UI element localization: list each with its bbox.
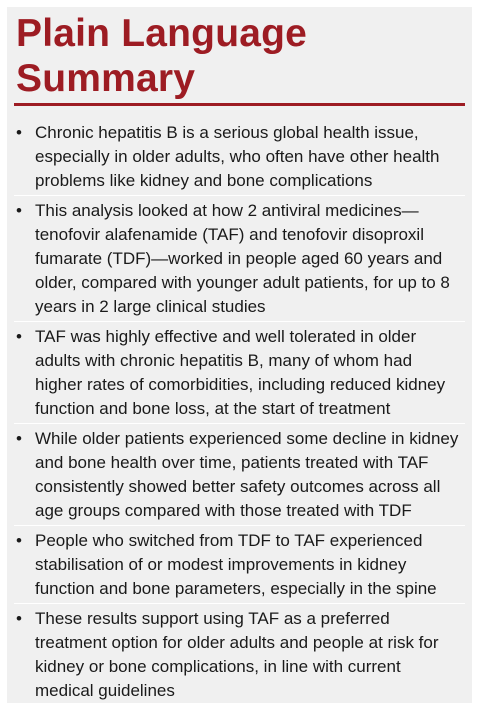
list-item-text: While older patients experienced some decline in kidney and bone health over time, patients treated with TAF consistently showed better safety outcomes across all age groups compared with those treated with TDF <box>35 429 459 520</box>
bullet-icon: • <box>16 123 22 142</box>
bullet-icon: • <box>16 429 22 448</box>
list-item <box>7 603 472 703</box>
page-title <box>16 11 307 101</box>
list-item <box>7 423 472 523</box>
list-item <box>7 121 472 193</box>
list-item-text: Chronic hepatitis B is a serious global health issue, especially in older adults, who often have other health problems like kidney and bone complications <box>35 123 440 190</box>
list-item-text: People who switched from TDF to TAF experienced stabilisation of or modest improvements in kidney function and bone parameters, especially in the spine <box>35 531 437 598</box>
list-item <box>7 525 472 601</box>
list-item-text: These results support using TAF as a preferred treatment option for older adults and people at risk for kidney or bone complications, in line with current medical guidelines <box>35 609 439 700</box>
title-divider <box>14 103 465 106</box>
title-line-1: Plain Language <box>16 12 308 55</box>
bullet-icon: • <box>16 201 22 220</box>
bullet-icon: • <box>16 609 22 628</box>
bullet-icon: • <box>16 327 22 346</box>
list-item <box>7 195 472 319</box>
title-line-2: Summary <box>16 57 196 100</box>
plain-language-summary-panel <box>7 7 472 703</box>
list-item <box>7 321 472 421</box>
summary-list <box>7 121 472 703</box>
list-item-text: TAF was highly effective and well tolerated in older adults with chronic hepatitis B, many of whom had higher rates of comorbidities, including reduced kidney function and bone loss, at the start of treatment <box>35 327 446 418</box>
bullet-icon: • <box>16 531 22 550</box>
list-item-text: This analysis looked at how 2 antiviral medicines—tenofovir alafenamide (TAF) and tenofovir disoproxil fumarate (TDF)—worked in people aged 60 years and older, compared with younger adult patients, for up to 8 years in 2 large clinical studies <box>35 201 450 316</box>
